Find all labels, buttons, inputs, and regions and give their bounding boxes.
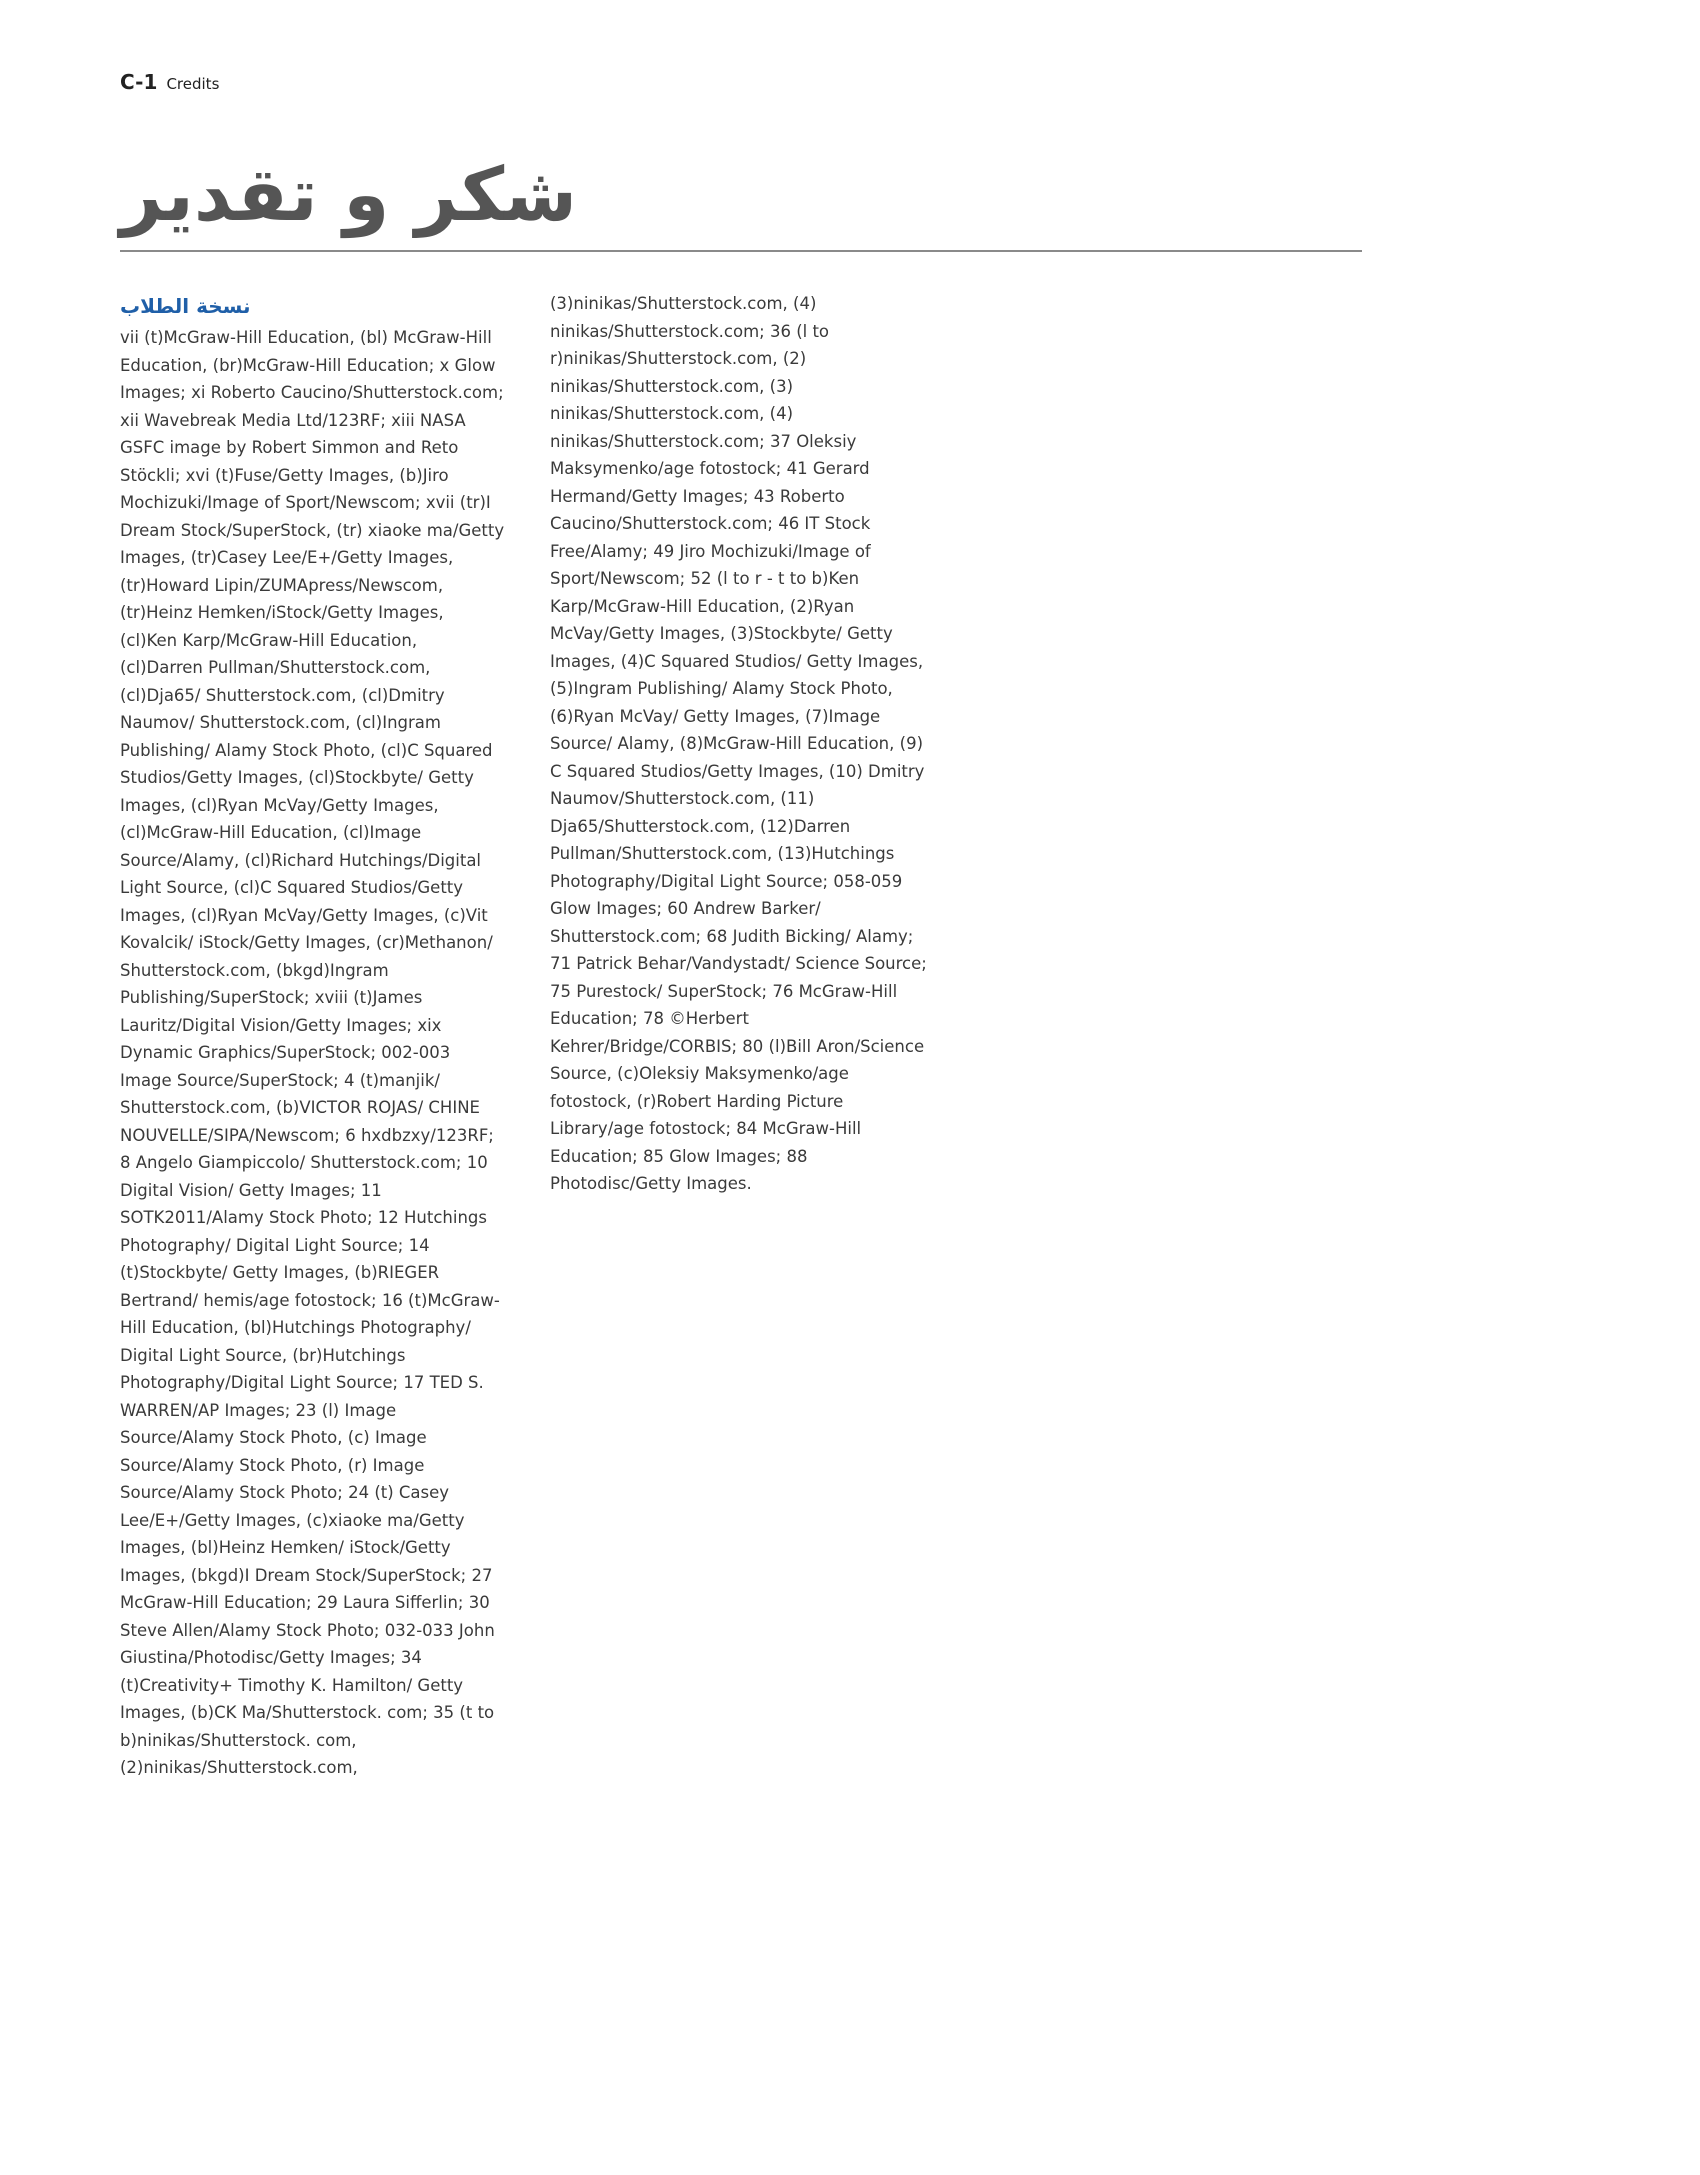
page-title: شكر و تقدير <box>120 152 577 238</box>
running-head <box>120 70 219 94</box>
credits-columns <box>120 290 935 1790</box>
page-number: C-1 <box>120 70 158 94</box>
section-heading: نسخة الطلاب <box>120 294 251 318</box>
running-head-section: Credits <box>166 75 220 93</box>
credits-body: vii (t)McGraw-Hill Education, (bl) McGraw-Hill Education, (br)McGraw-Hill Education; x Glow Images; xi Roberto Caucino/Shutterstock.com; xii Wavebreak Media Ltd/123RF; xiii NASA GSFC image by Robert Simmon and Reto Stöckli; xvi (t)Fuse/Getty Images, (b)Jiro Mochizuki/Image of Sport/Newscom; xvii (tr)I Dream Stock/SuperStock, (tr) xiaoke ma/Getty Images, (tr)Casey Lee/E+/Getty Images, (tr)Howard Lipin/ZUMApress/Newscom, (tr)Heinz Hemken/iStock/Getty Images, (cl)Ken Karp/McGraw-Hill Education, (cl)Darren Pullman/Shutterstock.com, (cl)Dja65/ Shutterstock.com, (cl)Dmitry Naumov/ Shutterstock.com, (cl)Ingram Publishing/ Alamy Stock Photo, (cl)C Squared Studios/Getty Images, (cl)Stockbyte/ Getty Images, (cl)Ryan McVay/Getty Images, (cl)McGraw-Hill Education, (cl)Image Source/Alamy, (cl)Richard Hutchings/Digital Light Source, (cl)C Squared Studios/Getty Images, (cl)Ryan McVay/Getty Images, (c)Vit Kovalcik/ iStock/Getty Images, (cr)Methanon/ Shutterstock.com, (bkgd)Ingram Publishing/SuperStock; xviii (t)James Lauritz/Digital Vision/Getty Images; xix Dynamic Graphics/SuperStock; 002-003 Image Source/SuperStock; 4 (t)manjik/ Shutterstock.com, (b)VICTOR ROJAS/ CHINE NOUVELLE/SIPA/Newscom; 6 hxdbzxy/123RF; 8 Angelo Giampiccolo/ Shutterstock.com; 10 Digital Vision/ Getty Images; 11 SOTK2011/Alamy Stock Photo; 12 Hutchings Photography/ Digital Light Source; 14 (t)Stockbyte/ Getty Images, (b)RIEGER Bertrand/ hemis/age fotostock; 16 (t)McGraw-Hill Education, (bl)Hutchings Photography/ Digital Light Source, (br)Hutchings Photography/Digital Light Source; 17 TED S. WARREN/AP Images; 23 (l) Image Source/Alamy Stock Photo, (c) Image Source/Alamy Stock Photo, (r) Image Source/Alamy Stock Photo; 24 (t) Casey Lee/E+/Getty Images, (c)xiaoke ma/Getty Images, (bl)Heinz Hemken/ iStock/Getty Images, (bkgd)I Dream Stock/SuperStock; 27 McGraw-Hill Education; 29 Laura Sifferlin; 30 Steve Allen/Alamy Stock Photo; 032-033 John Giustina/Photodisc/Getty Images; 34 (t)Creativity+ Timothy K. Hamilton/ Getty Images, (b)CK Ma/Shutterstock. com; 35 (t to b)ninikas/Shutterstock. com, (2)ninikas/Shutterstock.com, (3)ninikas/Shutterstock.com, (4) ninikas/Shutterstock.com; 36 (l to r)ninikas/Shutterstock.com, (2) ninikas/Shutterstock.com, (3) ninikas/Shutterstock.com, (4) ninikas/Shutterstock.com; 37 Oleksiy Maksymenko/age fotostock; 41 Gerard Hermand/Getty Images; 43 Roberto Caucino/Shutterstock.com; 46 IT Stock Free/Alamy; 49 Jiro Mochizuki/Image of Sport/Newscom; 52 (l to r - t to b)Ken Karp/McGraw-Hill Education, (2)Ryan McVay/Getty Images, (3)Stockbyte/ Getty Images, (4)C Squared Studios/ Getty Images, (5)Ingram Publishing/ Alamy Stock Photo, (6)Ryan McVay/ Getty Images, (7)Image Source/ Alamy, (8)McGraw-Hill Education, (9) C Squared Studios/Getty Images, (10) Dmitry Naumov/Shutterstock.com, (11) Dja65/Shutterstock.com, (12)Darren Pullman/Shutterstock.com, (13)Hutchings Photography/Digital Light Source; 058-059 Glow Images; 60 Andrew Barker/ Shutterstock.com; 68 Judith Bicking/ Alamy; 71 Patrick Behar/Vandystadt/ Science Source; 75 Purestock/ SuperStock; 76 McGraw-Hill Education; 78 ©Herbert Kehrer/Bridge/CORBIS; 80 (l)Bill Aron/Science Source, (c)Oleksiy Maksymenko/age fotostock, (r)Robert Harding Picture Library/age fotostock; 84 McGraw-Hill Education; 85 Glow Images; 88 Photodisc/Getty Images. <box>120 294 927 1777</box>
title-divider <box>120 250 1362 252</box>
